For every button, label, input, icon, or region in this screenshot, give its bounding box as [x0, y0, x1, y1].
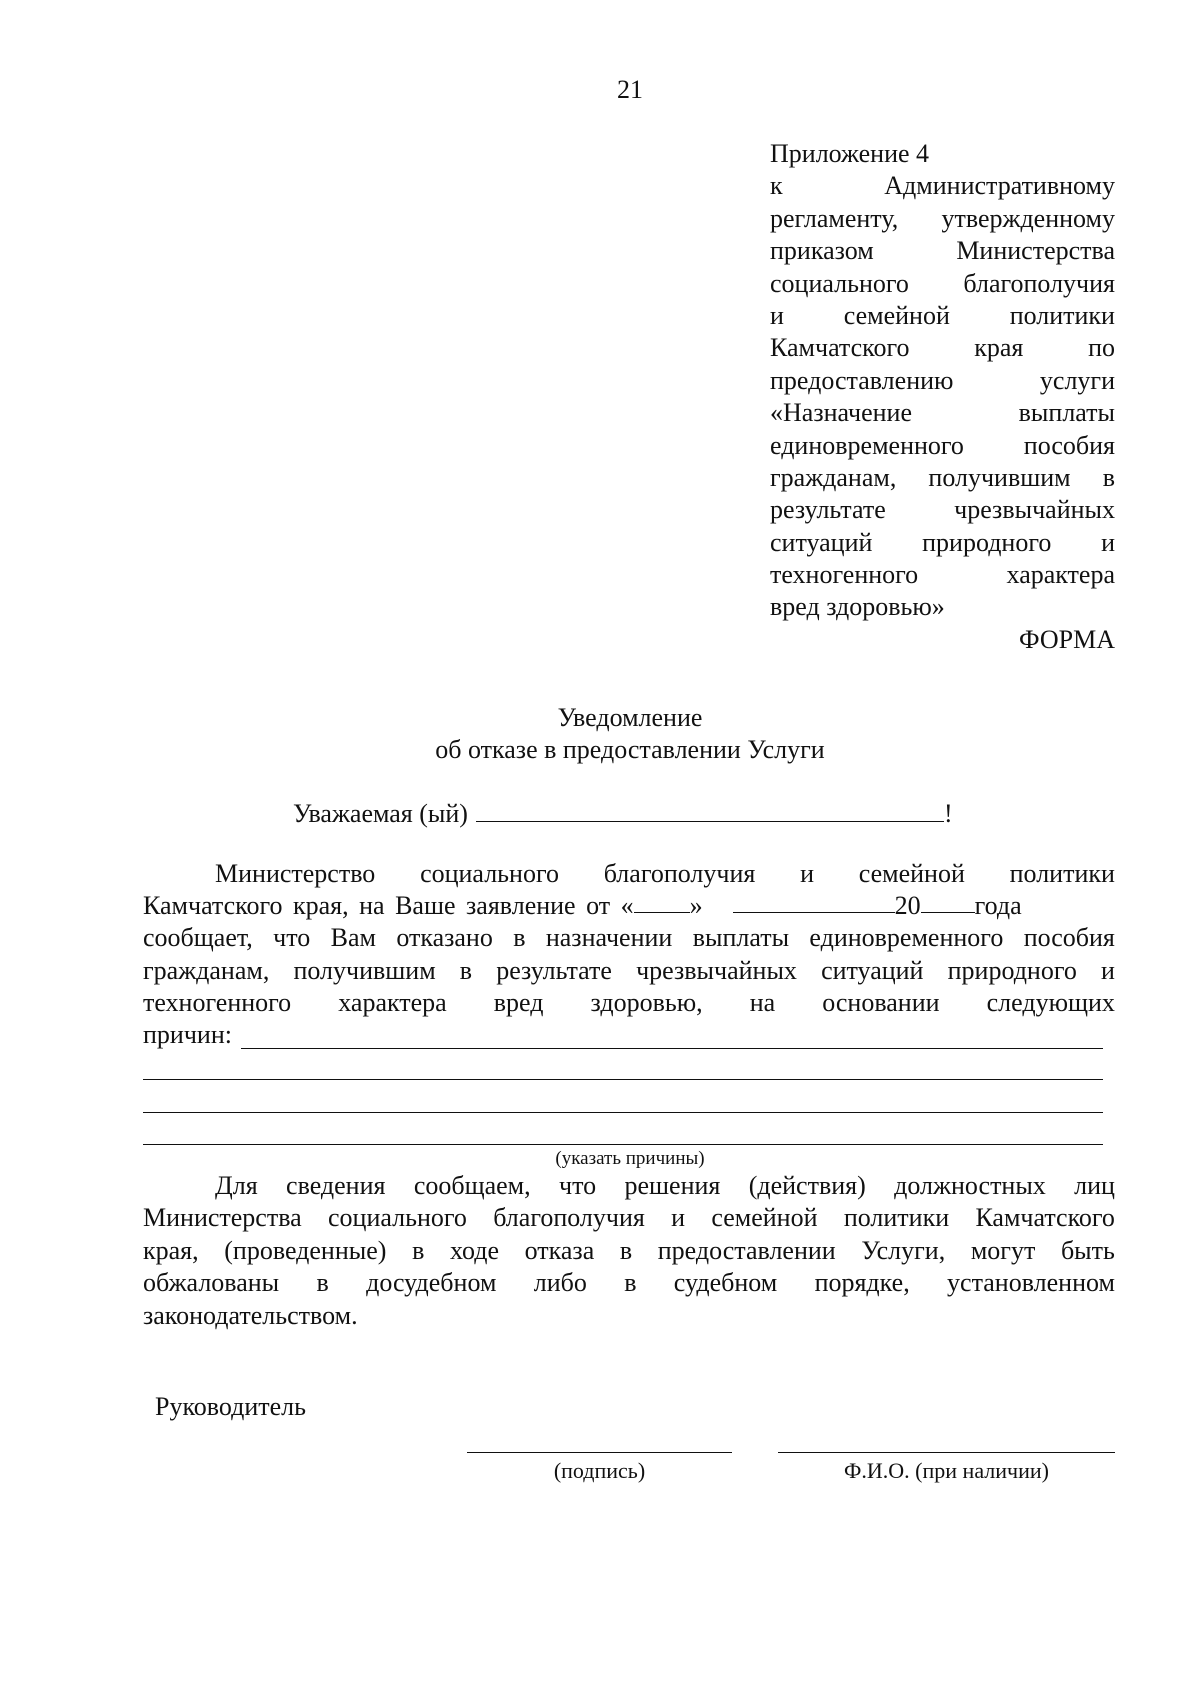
body-line: [143, 987, 1115, 1019]
body-word: отказано: [396, 923, 493, 952]
date-text-quote: »: [689, 891, 703, 920]
appendix-word: благополучия: [963, 268, 1115, 298]
body-word: должностных: [894, 1171, 1046, 1200]
body-word: в: [619, 1236, 633, 1265]
appendix-line: [770, 300, 1115, 332]
appendix-word: края: [974, 333, 1024, 363]
body-word: Камчатского: [975, 1203, 1115, 1232]
appendix-word: в: [1102, 462, 1115, 492]
signature-blank: [467, 1452, 732, 1453]
body-word: политики: [843, 1203, 950, 1232]
appendix-line: [770, 559, 1115, 591]
body-word: Услуги,: [861, 1236, 946, 1265]
appendix-line: [770, 365, 1115, 397]
appendix-line: [770, 397, 1115, 429]
body-word: сообщаем,: [413, 1171, 531, 1200]
appendix-line: [770, 170, 1115, 202]
reasons-blank-2: [143, 1079, 1103, 1080]
body-word: что: [273, 923, 311, 952]
body-word: края,: [143, 1236, 199, 1265]
appendix-word: и: [1101, 527, 1115, 557]
reasons-label: причин:: [143, 1020, 232, 1049]
date-month-blank: [733, 890, 895, 913]
body-word: в: [316, 1268, 329, 1297]
appendix-word: выплаты: [1018, 398, 1115, 428]
recipient-name-blank: [476, 795, 944, 822]
body-word: результате: [496, 956, 612, 985]
body-word: и: [1100, 956, 1115, 985]
body-word: чрезвычайных: [636, 956, 797, 985]
body-word: (действия): [748, 1171, 866, 1200]
body-word: здоровью,: [590, 988, 703, 1017]
salutation-prefix: Уважаемая (ый): [293, 799, 468, 828]
body-word: могут: [970, 1236, 1036, 1265]
body-last-word: законодательством.: [143, 1301, 358, 1330]
body-word: сведения: [286, 1171, 386, 1200]
appendix-word: Приложение 4: [770, 139, 930, 168]
appendix-word: результате: [770, 495, 886, 525]
body-word: быть: [1060, 1236, 1115, 1265]
appendix-word: «Назначение: [770, 398, 912, 428]
appendix-line: [770, 430, 1115, 462]
reasons-line: [143, 1019, 1115, 1051]
appendix-word: по: [1088, 333, 1115, 363]
body-word: Для: [215, 1171, 258, 1200]
body-word: сообщает,: [143, 923, 253, 952]
body-line: [143, 955, 1115, 987]
body-line: [143, 1202, 1115, 1234]
body-word: ходе: [449, 1236, 499, 1265]
body-line: [215, 858, 1115, 890]
date-year-prefix: 20: [894, 891, 921, 920]
body-word: назначении: [545, 923, 673, 952]
body-word: в: [624, 1268, 637, 1297]
appendix-word: регламенту,: [770, 203, 899, 233]
name-caption: Ф.И.О. (при наличии): [844, 1458, 1049, 1483]
appendix-word: пособия: [1023, 430, 1115, 460]
body-word: следующих: [986, 988, 1115, 1017]
appendix-word: социального: [770, 268, 909, 298]
body-word: и: [800, 859, 814, 888]
body-word: техногенного: [143, 988, 292, 1017]
body-line-last: [143, 1300, 1115, 1332]
signatory-role: Руководитель: [155, 1392, 306, 1421]
appendix-word: единовременного: [770, 430, 964, 460]
body-word: характера: [338, 988, 447, 1017]
body-word: выплаты: [692, 923, 790, 952]
body-word: основании: [822, 988, 940, 1017]
body-word: ситуаций: [821, 956, 924, 985]
body-word: социального: [328, 1203, 467, 1232]
body-line-date: [143, 890, 1115, 922]
body-word: пособия: [1023, 923, 1115, 952]
body-word: гражданам,: [143, 956, 270, 985]
body-word: предоставлении: [657, 1236, 836, 1265]
body-word: социального: [420, 859, 559, 888]
appendix-line: [770, 462, 1115, 494]
appendix-word: семейной: [843, 300, 950, 330]
appendix-word: вред здоровью»: [770, 592, 945, 622]
appendix-word: гражданам,: [770, 462, 897, 492]
body-line: [215, 1170, 1115, 1202]
appendix-word: получившим: [928, 462, 1071, 492]
document-title: Уведомление: [557, 703, 703, 732]
body-word: семейной: [711, 1203, 818, 1232]
body-word: Министерство: [215, 859, 376, 888]
appendix-word: и: [770, 300, 784, 330]
body-word: отказа: [524, 1236, 595, 1265]
body-word: семейной: [858, 859, 965, 888]
appendix-word: техногенного: [770, 560, 919, 590]
appendix-word: политики: [1009, 300, 1115, 330]
body-line: [143, 922, 1115, 954]
body-word: порядке,: [814, 1268, 910, 1297]
body-word: Вам: [330, 923, 376, 952]
body-word: установленном: [947, 1268, 1115, 1297]
appendix-word: ситуаций: [770, 527, 873, 557]
appendix-word: к: [770, 171, 783, 201]
body-word: решения: [624, 1171, 721, 1200]
body-line: [143, 1267, 1115, 1299]
name-blank: [778, 1452, 1115, 1453]
body-word: на: [749, 988, 776, 1017]
reasons-hint: (указать причины): [555, 1148, 705, 1169]
appendix-word: природного: [922, 527, 1052, 557]
body-word: политики: [1009, 859, 1115, 888]
body-word: природного: [947, 956, 1077, 985]
body-word: вред: [493, 988, 544, 1017]
date-year-blank: [921, 890, 975, 913]
body-word: Министерства: [143, 1203, 302, 1232]
appendix-line: [770, 332, 1115, 364]
body-word: лиц: [1074, 1171, 1115, 1200]
appendix-block: [770, 138, 1115, 656]
appendix-line: [770, 203, 1115, 235]
appendix-line: [770, 138, 1115, 170]
body-line: [143, 1235, 1115, 1267]
body-word: и: [671, 1203, 686, 1232]
appendix-word: Административному: [884, 171, 1115, 201]
appendix-word: чрезвычайных: [954, 495, 1115, 525]
appendix-word: характера: [1006, 560, 1115, 590]
body-word: обжалованы: [143, 1268, 280, 1297]
body-word: либо: [533, 1268, 587, 1297]
body-word: в: [513, 923, 526, 952]
form-label: ФОРМА: [1019, 624, 1115, 654]
date-day-blank: [634, 890, 690, 913]
appendix-line: [770, 527, 1115, 559]
appendix-word: Камчатского: [770, 333, 910, 363]
body-word: получившим: [293, 956, 436, 985]
body-word: в: [412, 1236, 425, 1265]
body-word: судебном: [673, 1268, 778, 1297]
appendix-line: [770, 268, 1115, 300]
signature-caption: (подпись): [553, 1458, 646, 1483]
page-number: 21: [617, 75, 643, 104]
appendix-word: предоставлению: [770, 365, 954, 395]
body-word: единовременного: [809, 923, 1004, 952]
body-word: благополучия: [493, 1203, 645, 1232]
reasons-blank-4: [143, 1144, 1103, 1145]
appendix-line: [770, 494, 1115, 526]
body-word: в: [459, 956, 473, 985]
appendix-word: услуги: [1039, 365, 1115, 395]
date-text-suffix: года: [974, 891, 1022, 920]
reasons-blank-3: [143, 1112, 1103, 1113]
salutation: [293, 795, 953, 829]
date-text-prefix: Камчатского края, на Ваше заявление от «: [143, 891, 634, 920]
body-word: (проведенные): [224, 1236, 387, 1265]
appendix-word: утвержденному: [941, 203, 1115, 233]
body-word: благополучия: [603, 859, 756, 888]
appendix-word: Министерства: [956, 236, 1115, 266]
document-subtitle: об отказе в предоставлении Услуги: [435, 735, 825, 764]
appendix-line: [770, 235, 1115, 267]
salutation-suffix: !: [943, 799, 953, 828]
body-word: что: [559, 1171, 597, 1200]
appendix-line: [770, 591, 1115, 623]
body-word: досудебном: [366, 1268, 497, 1297]
appendix-word: приказом: [770, 236, 874, 266]
reasons-blank-1: [241, 1048, 1103, 1049]
